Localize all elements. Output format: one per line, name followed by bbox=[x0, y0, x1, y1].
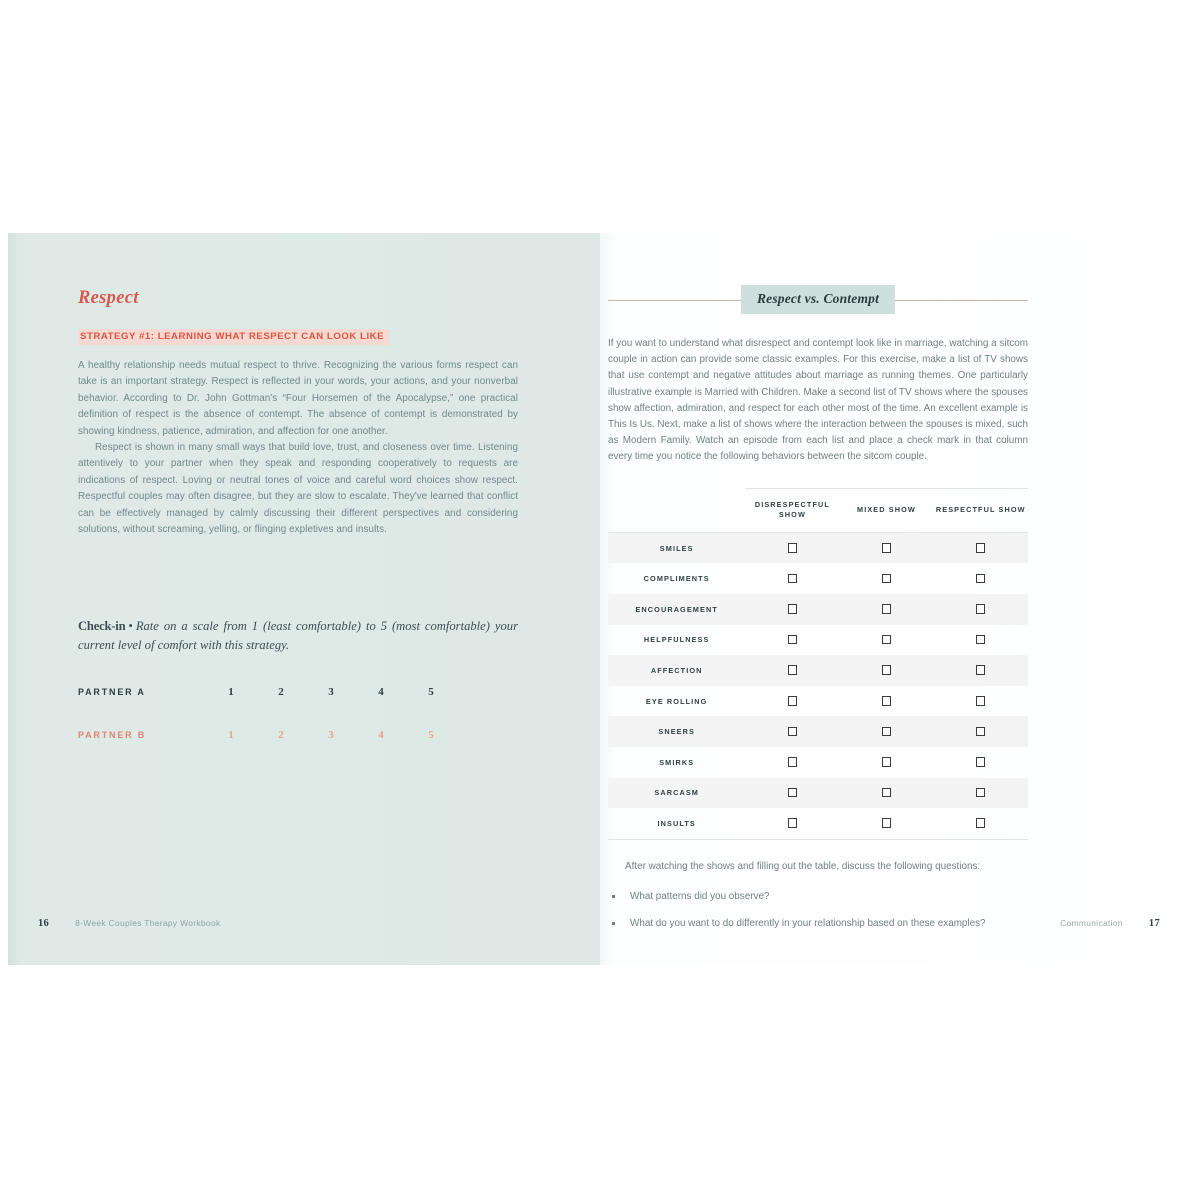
checkbox-icon[interactable] bbox=[788, 727, 798, 737]
left-page-content bbox=[78, 289, 518, 741]
column-header-disrespectful-show: DISRESPECTFUL SHOW bbox=[745, 488, 839, 532]
right-page bbox=[600, 233, 1192, 965]
chapter-title: Respect vs. Contempt bbox=[756, 291, 880, 306]
row-label-eye-rolling: EYE ROLLING bbox=[645, 696, 708, 706]
checkbox-cell[interactable] bbox=[839, 655, 933, 686]
checkbox-cell[interactable] bbox=[745, 808, 839, 839]
table-row bbox=[608, 716, 1028, 747]
partner-a-option-5[interactable]: 5 bbox=[428, 685, 434, 698]
table-row bbox=[608, 747, 1028, 778]
checkbox-icon[interactable] bbox=[788, 818, 798, 828]
row-label-compliments: COMPLIMENTS bbox=[643, 574, 710, 584]
checkbox-cell[interactable] bbox=[933, 594, 1028, 625]
behaviors-checklist-table bbox=[608, 488, 1028, 840]
table-row bbox=[608, 625, 1028, 656]
checkbox-icon[interactable] bbox=[788, 574, 798, 584]
partner-b-option-4[interactable]: 4 bbox=[378, 728, 384, 741]
strategy-heading: STRATEGY #1: LEARNING WHAT RESPECT CAN LOOK LIKE bbox=[80, 330, 385, 342]
checkbox-cell[interactable] bbox=[933, 686, 1028, 717]
table-row bbox=[608, 655, 1028, 686]
row-label-insults: INSULTS bbox=[608, 808, 745, 839]
checkbox-cell[interactable] bbox=[933, 716, 1028, 747]
checkbox-cell[interactable] bbox=[933, 778, 1028, 809]
page-title: Respect bbox=[78, 288, 139, 308]
checkbox-icon[interactable] bbox=[788, 604, 798, 614]
checkbox-cell[interactable] bbox=[839, 594, 933, 625]
check-in-separator: • bbox=[128, 618, 133, 633]
row-label-encouragement: ENCOURAGEMENT bbox=[635, 604, 718, 614]
checkbox-cell[interactable] bbox=[933, 747, 1028, 778]
checkbox-icon[interactable] bbox=[882, 543, 892, 553]
checkbox-icon[interactable] bbox=[788, 543, 798, 553]
checkbox-cell[interactable] bbox=[839, 625, 933, 656]
partner-b-option-5[interactable]: 5 bbox=[428, 728, 434, 741]
left-running-head: 8-Week Couples Therapy Workbook bbox=[75, 918, 221, 928]
after-watching-paragraph: After watching the shows and filling out the table, discuss the following questions: bbox=[625, 860, 981, 872]
row-label-smirks: SMIRKS bbox=[659, 757, 695, 767]
table-row bbox=[608, 808, 1028, 839]
partner-b-option-3[interactable]: 3 bbox=[328, 728, 334, 741]
left-page-footer bbox=[38, 918, 221, 929]
checkbox-icon[interactable] bbox=[882, 665, 892, 675]
checkbox-cell[interactable] bbox=[933, 808, 1028, 839]
list-item: What patterns did you observe? bbox=[608, 889, 1020, 905]
checkbox-cell[interactable] bbox=[839, 808, 933, 839]
check-in-prompt bbox=[78, 617, 518, 655]
left-page bbox=[8, 233, 600, 965]
checkbox-icon[interactable] bbox=[976, 635, 986, 645]
checkbox-cell[interactable] bbox=[745, 532, 839, 563]
checkbox-cell[interactable] bbox=[933, 532, 1028, 563]
table-row bbox=[608, 686, 1028, 717]
body-paragraph-2: Respect is shown in many small ways that build love, trust, and closeness over time. Listening attentively to your partner when they speak and responding cooperatively to requests are indications of respect. Loving or neutral tones of voice and careful word choices show respect. Respectful couples may often disagree, but they are slow to escalate. They've learned that conflict can be effectively managed by calmly discussing their different perspectives and considering solutions, without screaming, yelling, or flinging expletives and insults. bbox=[78, 442, 518, 536]
partner-a-option-2[interactable]: 2 bbox=[278, 685, 284, 698]
partner-a-scale-row bbox=[78, 686, 518, 698]
left-page-number: 16 bbox=[38, 918, 50, 929]
checkbox-cell[interactable] bbox=[745, 747, 839, 778]
table-row bbox=[608, 532, 1028, 563]
discussion-questions-list bbox=[608, 889, 1028, 932]
column-header-mixed-show: MIXED SHOW bbox=[839, 488, 933, 532]
checkbox-icon[interactable] bbox=[788, 665, 798, 675]
checkbox-icon[interactable] bbox=[882, 604, 892, 614]
partner-a-option-3[interactable]: 3 bbox=[328, 685, 334, 698]
checkbox-cell[interactable] bbox=[745, 594, 839, 625]
checkbox-cell[interactable] bbox=[839, 532, 933, 563]
checkbox-cell[interactable] bbox=[745, 655, 839, 686]
checkbox-cell[interactable] bbox=[839, 716, 933, 747]
checkbox-icon[interactable] bbox=[788, 757, 798, 767]
check-in-block bbox=[78, 617, 518, 741]
checkbox-icon[interactable] bbox=[882, 635, 892, 645]
row-label-helpfulness: HELPFULNESS bbox=[643, 635, 710, 645]
row-label-sneers: SNEERS bbox=[658, 727, 695, 737]
partner-a-options bbox=[206, 686, 456, 698]
partner-b-options bbox=[206, 729, 456, 741]
checkbox-icon[interactable] bbox=[976, 604, 986, 614]
exercise-intro-paragraph: If you want to understand what disrespect and contempt look like in marriage, watching a sitcom couple in action can provide some classic examples. For this exercise, make a list of TV shows that use contempt and negative attitudes about marriage as running themes. One particularly illustrative example is Married with Children. Make a second list of TV shows where the spouses show affection, admiration, and respect for each other most of the time. An excellent example is This Is Us. Next, make a list of shows where the interaction between the spouses is mixed, such as Modern Family. Watch an episode from each list and place a check mark in that column every time you notice the following behaviors between the sitcom couple. bbox=[608, 338, 1028, 463]
right-page-content bbox=[608, 285, 1028, 943]
checkbox-icon[interactable] bbox=[882, 574, 892, 584]
table-header-row bbox=[608, 488, 1028, 532]
checkbox-icon[interactable] bbox=[976, 788, 986, 798]
right-running-head: Communication bbox=[1060, 918, 1123, 928]
partner-b-option-1[interactable]: 1 bbox=[228, 728, 234, 741]
checkbox-cell[interactable] bbox=[933, 563, 1028, 594]
row-label-sarcasm: SARCASM bbox=[654, 788, 699, 798]
table-row bbox=[608, 778, 1028, 809]
checkbox-icon[interactable] bbox=[882, 757, 892, 767]
partner-b-label: PARTNER B bbox=[78, 729, 147, 740]
row-label-affection: AFFECTION bbox=[650, 665, 703, 675]
strategy-heading-band bbox=[78, 329, 389, 346]
checkbox-icon[interactable] bbox=[788, 788, 798, 798]
checkbox-cell[interactable] bbox=[839, 747, 933, 778]
checkbox-icon[interactable] bbox=[976, 727, 986, 737]
checkbox-icon[interactable] bbox=[976, 665, 986, 675]
right-page-footer bbox=[1060, 918, 1160, 929]
checkbox-cell[interactable] bbox=[839, 563, 933, 594]
checkbox-icon[interactable] bbox=[882, 696, 892, 706]
partner-b-option-2[interactable]: 2 bbox=[278, 728, 284, 741]
checkbox-icon[interactable] bbox=[976, 543, 986, 553]
body-paragraph-1: A healthy relationship needs mutual respect to thrive. Recognizing the various forms respect can take is an important strategy. Respect is reflected in your words, your actions, and your nonverbal behavior. According to Dr. John Gottman's “Four Horsemen of the Apocalypse,” one practical definition of respect is the absence of contempt. The absence of contempt is demonstrated by showing kindness, patience, admiration, and affection for one another. bbox=[78, 360, 518, 437]
checkbox-icon[interactable] bbox=[882, 818, 892, 828]
checkbox-cell[interactable] bbox=[745, 716, 839, 747]
chapter-title-badge bbox=[741, 285, 895, 314]
checkbox-cell[interactable] bbox=[745, 563, 839, 594]
checkbox-cell[interactable] bbox=[933, 625, 1028, 656]
checkbox-cell[interactable] bbox=[839, 686, 933, 717]
checkbox-icon[interactable] bbox=[882, 788, 892, 798]
chapter-title-rule bbox=[608, 285, 1028, 315]
partner-a-option-1[interactable]: 1 bbox=[228, 685, 234, 698]
checkbox-cell[interactable] bbox=[839, 778, 933, 809]
checkbox-icon[interactable] bbox=[976, 696, 986, 706]
book-spread bbox=[8, 233, 1192, 965]
right-page-number: 17 bbox=[1148, 918, 1160, 929]
checkbox-cell[interactable] bbox=[745, 778, 839, 809]
check-in-instruction: Rate on a scale from 1 (least comfortable) to 5 (most comfortable) your current level of comfort with this strategy. bbox=[78, 618, 518, 652]
checkbox-cell[interactable] bbox=[745, 625, 839, 656]
partner-a-label: PARTNER A bbox=[78, 686, 146, 697]
row-label-smiles: SMILES bbox=[659, 543, 694, 553]
checkbox-icon[interactable] bbox=[976, 818, 986, 828]
table-row bbox=[608, 563, 1028, 594]
column-header-behavior bbox=[608, 488, 745, 532]
column-header-respectful-show: RESPECTFUL SHOW bbox=[933, 488, 1028, 532]
table-row bbox=[608, 594, 1028, 625]
table-header bbox=[608, 488, 1028, 532]
partner-a-option-4[interactable]: 4 bbox=[378, 685, 384, 698]
checkbox-cell[interactable] bbox=[745, 686, 839, 717]
checkbox-icon[interactable] bbox=[788, 696, 798, 706]
checkbox-icon[interactable] bbox=[788, 635, 798, 645]
partner-b-scale-row bbox=[78, 729, 518, 741]
checkbox-icon[interactable] bbox=[976, 574, 986, 584]
list-item: What do you want to do differently in your relationship based on these examples? bbox=[608, 916, 1020, 932]
table-body bbox=[608, 532, 1028, 839]
checkbox-icon[interactable] bbox=[882, 727, 892, 737]
checkbox-icon[interactable] bbox=[976, 757, 986, 767]
check-in-label: Check-in bbox=[78, 618, 126, 633]
checkbox-cell[interactable] bbox=[933, 655, 1028, 686]
